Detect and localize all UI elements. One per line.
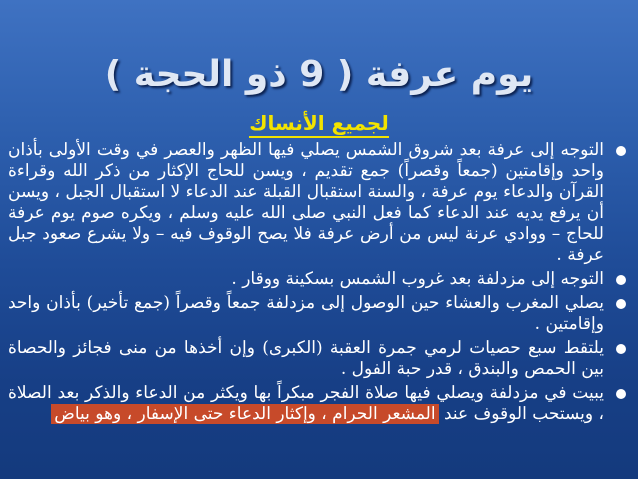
bullet-text: التوجه إلى عرفة بعد شروق الشمس يصلي فيها الظهر والعصر في وقت الأولى بأذان واحد وإقامتين (جمعاً وقصراً) جمع تقديم ، ويسن للحاج الإكثار من ذكر الله وقراءة القرآن والدعاء يوم عرفة ، والسنة استقبال القبلة عند الدعاء لا استقبال الجبل ، ويسن أن يرفع يديه عند الدعاء كما فعل النبي صلى الله عليه وسلم ، ويكره صوم يوم عرفة للحاج – ووادي عرنة ليس من أرض عرفة فلا يصح الوقوف فيه – ولا يشرع صعود جبل عرفة . <box>8 140 604 265</box>
subtitle-text: لجميع الأنساك <box>249 111 389 138</box>
bullet-item <box>8 293 634 335</box>
bullet-item <box>8 269 634 290</box>
bullet-text: يلتقط سبع حصيات لرمي جمرة العقبة (الكبرى) وإن أخذها من منى فجائز والحصاة بين الحمص والبندق ، قدر حبة الفول . <box>8 338 604 379</box>
bullet-item <box>8 383 634 425</box>
bullet-text: يصلي المغرب والعشاء حين الوصول إلى مزدلفة جمعاً وقصراً (جمع تأخير) بأذان واحد وإقامتين . <box>8 293 604 334</box>
bullet-item <box>8 338 634 380</box>
bullet-text: يبيت في مزدلفة ويصلي فيها صلاة الفجر مبكراً بها ويكثر من الدعاء والذكر بعد الصلاة ، ويستحب الوقوف عند <box>8 383 604 424</box>
bullet-dot-icon <box>616 275 626 285</box>
bullet-item <box>8 140 634 266</box>
slide-subtitle <box>0 111 638 135</box>
bullet-highlighted-text: المشعر الحرام ، وإكثار الدعاء حتى الإسفار ، وهو بياض <box>51 404 438 424</box>
bullet-dot-icon <box>616 344 626 354</box>
bullet-dot-icon <box>616 389 626 399</box>
bullet-dot-icon <box>616 299 626 309</box>
bullet-text: التوجه إلى مزدلفة بعد غروب الشمس بسكينة ووقار . <box>231 269 604 289</box>
bullet-dot-icon <box>616 146 626 156</box>
bullet-list <box>8 140 634 428</box>
slide-title: يوم عرفة ( 9 ذو الحجة ) <box>104 54 534 95</box>
